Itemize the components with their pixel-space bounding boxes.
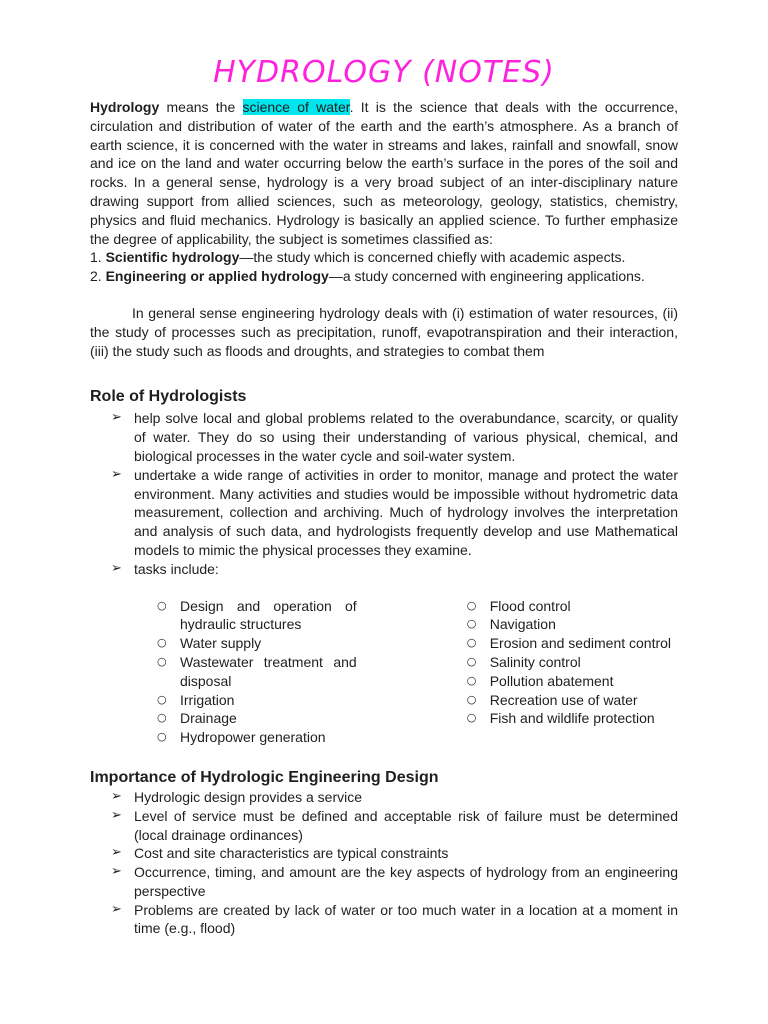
task-text: Hydropower generation bbox=[180, 729, 326, 746]
arrow-bullet-icon: ➢ bbox=[111, 845, 122, 861]
general-paragraph: In general sense engineering hydrology deals with (i) estimation of water resources, (ii) the study of processes such as precipitation, runoff, evapotranspiration and their interaction, (iii) the study such as floods and droughts, and strategies to combat them bbox=[90, 304, 678, 359]
circle-bullet-icon: ○ bbox=[466, 673, 477, 687]
circle-bullet-icon: ○ bbox=[157, 636, 167, 650]
list-item-text: Problems are created by lack of water or too much water in a location at a moment in time (e.g., flood) bbox=[134, 901, 678, 937]
task-text: Erosion and sediment control bbox=[489, 635, 672, 652]
list-item bbox=[111, 788, 678, 807]
task-item bbox=[466, 653, 678, 672]
intro-term: Hydrology bbox=[90, 99, 160, 115]
list-item-text: Hydrologic design provides a service bbox=[134, 788, 362, 805]
role-list bbox=[90, 409, 678, 578]
task-item bbox=[156, 653, 357, 691]
item-number: 1. bbox=[90, 249, 106, 266]
arrow-bullet-icon: ➢ bbox=[111, 466, 122, 482]
circle-bullet-icon: ○ bbox=[157, 711, 167, 725]
circle-bullet-icon: ○ bbox=[466, 654, 477, 668]
arrow-bullet-icon: ➢ bbox=[111, 788, 122, 804]
list-item bbox=[111, 409, 678, 465]
task-item bbox=[466, 672, 678, 691]
task-item bbox=[156, 709, 357, 728]
list-item bbox=[111, 466, 678, 560]
task-text: Salinity control bbox=[489, 653, 581, 670]
highlighted-phrase: science of water bbox=[242, 99, 350, 115]
intro-text-1: means the bbox=[159, 99, 243, 115]
task-text: Wastewater treatment and disposal bbox=[180, 653, 357, 689]
task-text: Recreation use of water bbox=[489, 691, 638, 708]
circle-bullet-icon: ○ bbox=[157, 654, 167, 668]
task-text: Pollution abatement bbox=[489, 672, 614, 689]
tasks-right-column bbox=[466, 597, 678, 747]
intro-text-2: . It is the science that deals with the occurrence, circulation and distribution of water of the earth and the earth’s atmosphere. As a branch of earth science, it is concerned with the water in streams and lakes, rainfall and snowfall, snow and ice on the land and water occurring below the earth’s surface in the pores of the soil and rocks. In a general sense, hydrology is a very broad subject of an inter-disciplinary nature drawing support from allied sciences, such as meteorology, geology, statistics, chemistry, physics and fluid mechanics. Hydrology is basically an applied science. To further emphasize the degree of applicability, the subject is sometimes classified as: bbox=[90, 99, 678, 247]
circle-bullet-icon: ○ bbox=[466, 617, 477, 631]
task-item bbox=[466, 597, 678, 616]
task-item bbox=[156, 691, 357, 710]
classification-item bbox=[90, 248, 678, 267]
task-text: Drainage bbox=[180, 710, 237, 727]
intro-paragraph bbox=[90, 98, 678, 248]
classification-item bbox=[90, 267, 678, 286]
circle-bullet-icon: ○ bbox=[466, 711, 477, 725]
list-item-text: undertake a wide range of activities in order to monitor, manage and protect the water environment. Many activities and studies would be impossible without hydrometric data measurement, collection and archiving. Much of hydrology involves the interpretation and analysis of such data, and hydrologists frequently develop and use Mathematical models to mimic the physical processes they examine. bbox=[134, 466, 678, 558]
arrow-bullet-icon: ➢ bbox=[111, 410, 122, 426]
task-item bbox=[466, 634, 678, 653]
task-item bbox=[156, 597, 357, 635]
list-item bbox=[111, 844, 678, 863]
item-term: Scientific hydrology bbox=[105, 249, 240, 266]
task-item bbox=[466, 709, 678, 728]
circle-bullet-icon: ○ bbox=[466, 692, 477, 706]
circle-bullet-icon: ○ bbox=[466, 598, 477, 612]
task-item bbox=[466, 615, 678, 634]
circle-bullet-icon: ○ bbox=[157, 692, 167, 706]
spacer bbox=[90, 286, 678, 304]
circle-bullet-icon: ○ bbox=[466, 636, 477, 650]
task-text: Fish and wildlife protection bbox=[489, 710, 655, 727]
circle-bullet-icon: ○ bbox=[157, 598, 167, 612]
list-item-text: Occurrence, timing, and amount are the key aspects of hydrology from an engineering perspective bbox=[134, 864, 678, 899]
list-item-text: help solve local and global problems related to the overabundance, scarcity, or quality of water. They do so using their understanding of various physical, chemical, and biological processes in the water cycle and soil-water system. bbox=[134, 410, 678, 464]
list-item bbox=[111, 560, 678, 579]
page-title: HYDROLOGY (NOTES) bbox=[213, 55, 555, 90]
task-item bbox=[466, 691, 678, 710]
list-item-text: Level of service must be defined and acceptable risk of failure must be determined (local drainage ordinances) bbox=[134, 807, 678, 843]
item-desc: —a study concerned with engineering applications. bbox=[328, 268, 645, 285]
tasks-columns bbox=[90, 597, 678, 747]
task-text: Irrigation bbox=[180, 691, 235, 708]
arrow-bullet-icon: ➢ bbox=[111, 807, 122, 823]
circle-bullet-icon: ○ bbox=[157, 730, 167, 744]
importance-heading: Importance of Hydrologic Engineering Design bbox=[90, 768, 439, 786]
task-text: Flood control bbox=[489, 597, 571, 614]
task-item bbox=[156, 634, 357, 653]
role-heading: Role of Hydrologists bbox=[90, 388, 247, 406]
list-item bbox=[111, 901, 678, 939]
item-number: 2. bbox=[90, 268, 106, 285]
task-item bbox=[156, 728, 357, 747]
item-desc: —the study which is concerned chiefly with academic aspects. bbox=[239, 249, 626, 266]
list-item bbox=[111, 863, 678, 901]
list-item bbox=[111, 807, 678, 845]
list-item-text: Cost and site characteristics are typical constraints bbox=[134, 845, 449, 862]
arrow-bullet-icon: ➢ bbox=[111, 864, 122, 880]
importance-list bbox=[90, 788, 678, 938]
item-term: Engineering or applied hydrology bbox=[105, 268, 329, 285]
list-item-text: tasks include: bbox=[134, 560, 219, 577]
arrow-bullet-icon: ➢ bbox=[111, 560, 122, 576]
task-text: Design and operation of hydraulic structures bbox=[180, 597, 357, 633]
tasks-left-column bbox=[156, 597, 357, 747]
arrow-bullet-icon: ➢ bbox=[111, 901, 122, 917]
task-text: Navigation bbox=[489, 616, 556, 633]
task-text: Water supply bbox=[180, 635, 262, 652]
